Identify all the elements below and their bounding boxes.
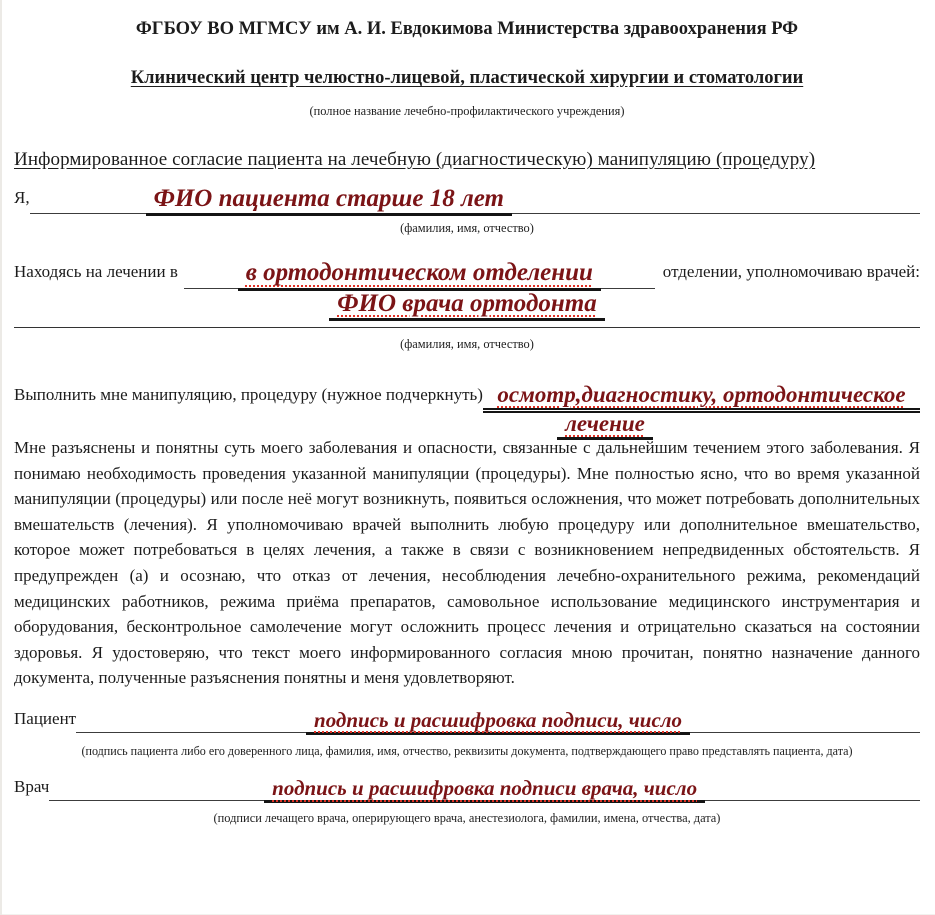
procedure-row <box>14 381 920 411</box>
consent-paragraph: Мне разъяснены и понятны суть моего заболевания и опасности, связанные с дальнейшим течением этого заболевания. Я понимаю необходимость проведения указанной манипуляции (процедуры). Мне полностью ясно, что во время указанной манипуляции (процедуры) или после неё могут возникнуть, появиться осложнения, что может потребовать дополнительных вмешательств (лечения). Я уполномочиваю врачей выполнить любую процедуру или дополнительное вмешательство, которое может потребоваться в целях лечения, а также в связи с возникновением непредвиденных обстоятельств. Я предупрежден (а) и осознаю, что отказ от лечения, несоблюдения лечебно-охранительного режима, рекомендаций медицинских работников, режима приёма препаратов, самовольное использование медицинского инструментария и оборудования, бесконтрольное самолечение могут осложнить процесс лечения и отрицательно сказаться на состоянии здоровья. Я удостоверяю, что текст моего информированного согласия мною прочитан, понятно назначение данного документа, полученные разъяснения понятны и меня удовлетворяют. <box>14 438 920 688</box>
procedure-value-row2 <box>14 412 920 440</box>
department-blank <box>184 257 655 288</box>
doctor-signature-label: Врач <box>14 777 50 797</box>
doctor-name-value: ФИО врача ортодонта <box>329 291 604 321</box>
doctor-signature-caption: (подписи лечащего врача, оперирующего врача, анестезиолога, фамилии, имена, отчества, дата) <box>213 811 721 826</box>
procedure-value-line2: лечение <box>557 412 653 440</box>
form-title: Информированное согласие пациента на лечебную (диагностическую) манипуляцию (процедуру) <box>14 149 816 170</box>
patient-name-value: ФИО пациента старше 18 лет <box>146 186 512 216</box>
patient-signature-label: Пациент <box>14 708 77 728</box>
doctor-name-row <box>14 291 920 321</box>
patient-prefix-label: Я, <box>14 188 30 207</box>
department-suffix-label: отделении, уполномочиваю врачей: <box>662 262 920 282</box>
doctor-signature-value: подпись и расшифровка подписи врача, число <box>264 777 705 803</box>
patient-signature-blank <box>76 706 920 733</box>
doctor-name-line <box>14 324 920 328</box>
doctor-name-caption: (фамилия, имя, отчество) <box>400 336 534 351</box>
patient-signature-value: подпись и расшифровка подписи, число <box>306 709 690 735</box>
organization-header: ФГБОУ ВО МГМСУ им А. И. Евдокимова Министерства здравоохранения РФ <box>135 19 799 39</box>
procedure-prefix-label: Выполнить мне манипуляцию, процедуру (нужное подчеркнуть) <box>14 384 483 404</box>
department-prefix-label: Находясь на лечении в <box>14 262 178 282</box>
patient-name-blank <box>30 183 920 214</box>
patient-name-caption: (фамилия, имя, отчество) <box>400 221 534 236</box>
patient-name-row <box>14 183 920 214</box>
patient-signature-caption: (подпись пациента либо его доверенного лица, фамилия, имя, отчество, реквизиты документа, подтверждающего право представлять пациента, дата) <box>81 744 853 759</box>
department-value: в ортодонтическом отделении <box>238 260 601 290</box>
clinic-name-caption: (полное название лечебно-профилактического учреждения) <box>309 104 625 118</box>
doctor-signature-blank <box>49 774 920 801</box>
clinic-name-header: Клинический центр челюстно-лицевой, пластической хирургии и стоматологии <box>130 68 804 88</box>
doctor-signature-row <box>14 774 920 801</box>
patient-signature-row <box>14 706 920 733</box>
department-row <box>14 257 920 288</box>
procedure-value-line1: осмотр,диагностику, ортодонтическое <box>483 383 920 413</box>
